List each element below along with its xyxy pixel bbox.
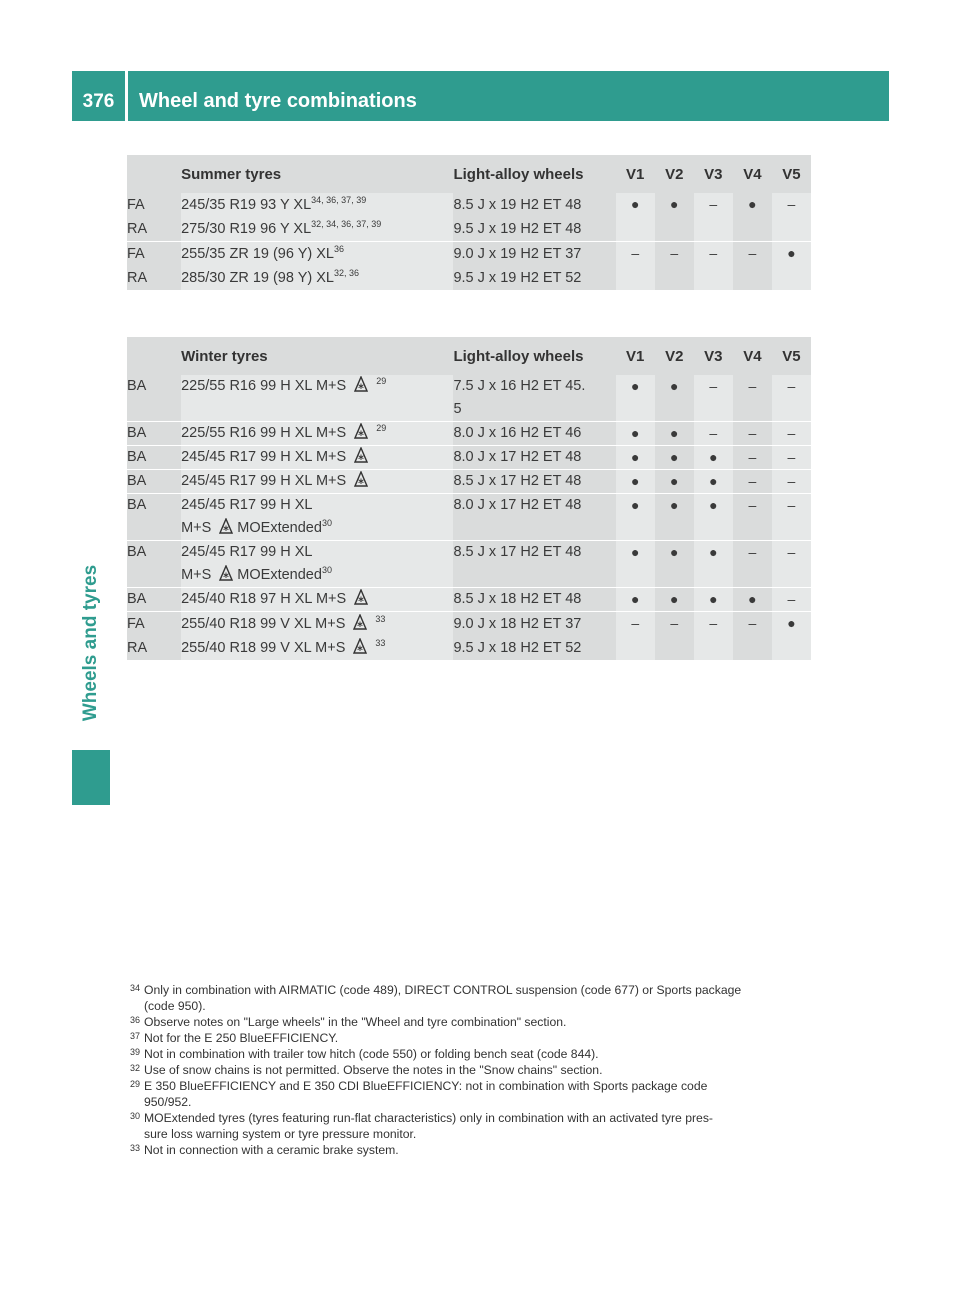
axle-position: FA [127, 197, 145, 213]
wheel-size-cell [453, 193, 615, 242]
variant-availability-v5: – [772, 375, 811, 422]
tyre-size-line [181, 193, 453, 217]
variant-availability-v5: – [772, 541, 811, 588]
tyre-size-line [181, 494, 453, 517]
axle-position: RA [127, 640, 148, 656]
variant-availability-v5: ● [772, 242, 811, 291]
wheel-size-cell [453, 494, 615, 541]
variant-availability-v2: ● [655, 375, 694, 422]
footnotes [130, 982, 820, 1158]
table-row [127, 375, 811, 422]
axle-position: BA [127, 497, 147, 513]
table-row [127, 446, 811, 470]
tyre-size-cell [181, 375, 453, 422]
footnote-ref: 33 [375, 638, 386, 648]
variant-availability-v3: – [694, 193, 733, 242]
footnote-text: MOExtended tyres (tyres featuring run-flat characteristics) only in combination with an activated tyre pres- [144, 1111, 713, 1125]
wheel-size: 7.5 J x 16 H2 ET 45. [453, 378, 586, 394]
variant-column-header-v4: V4 [733, 155, 772, 193]
wheel-size: 5 [453, 401, 462, 417]
variant-availability-v4: – [733, 375, 772, 422]
variant-availability-v5: – [772, 470, 811, 494]
variant-column-header-v5: V5 [772, 337, 811, 375]
axle-position: BA [127, 378, 147, 394]
variant-availability-v3: ● [694, 470, 733, 494]
wheel-size: 8.0 J x 17 H2 ET 48 [453, 497, 582, 513]
table-row [127, 494, 811, 541]
variant-availability-v5: – [772, 588, 811, 612]
tyre-size-line [181, 470, 453, 493]
tyre-size-cell [181, 446, 453, 470]
variant-availability-v3: – [694, 612, 733, 661]
snowflake-mountain-icon [354, 447, 368, 463]
footnote-ref: 29 [376, 423, 387, 433]
wheels-column-header: Light-alloy wheels [453, 337, 615, 375]
tyre-size-line [181, 217, 453, 241]
side-tab-label: Wheels and tyres [80, 564, 101, 721]
tyre-size-line [181, 446, 453, 469]
variant-availability-v1: ● [616, 494, 655, 541]
axle-position-cell [127, 588, 181, 612]
tyre-size-cell [181, 588, 453, 612]
footnote-text: Observe notes on "Large wheels" in the "Wheel and tyre combination" section. [144, 1015, 567, 1029]
snowflake-mountain-icon [354, 589, 368, 605]
axle-position-cell [127, 541, 181, 588]
footnote-number: 36 [130, 1015, 141, 1025]
page-title: Wheel and tyre combinations [139, 90, 417, 112]
tyre-size: 225/55 R16 99 H XL M+S [181, 425, 347, 441]
footnote-text: Not for the E 250 BlueEFFICIENCY. [144, 1031, 339, 1045]
axle-position: FA [127, 616, 145, 632]
footnote-number: 34 [130, 983, 141, 993]
variant-availability-v5: – [772, 193, 811, 242]
axle-position: RA [127, 270, 148, 286]
variant-availability-v3: – [694, 242, 733, 291]
wheel-size: 8.5 J x 17 H2 ET 48 [453, 473, 582, 489]
wheel-size-cell [453, 541, 615, 588]
footnote [130, 1110, 820, 1142]
snowflake-mountain-icon [354, 423, 368, 439]
axle-position-cell [127, 446, 181, 470]
tyre-size: 275/30 R19 96 Y XL [181, 221, 312, 237]
variant-availability-v4: ● [733, 588, 772, 612]
table-row [127, 422, 811, 446]
tyre-size: 245/45 R17 99 H XL M+S [181, 449, 347, 465]
wheel-size: 8.5 J x 19 H2 ET 48 [453, 197, 582, 213]
axle-position-cell [127, 422, 181, 446]
variant-availability-v3: ● [694, 446, 733, 470]
axle-position: BA [127, 591, 147, 607]
footnote [130, 1142, 820, 1158]
tyre-size: 285/30 ZR 19 (98 Y) XL [181, 270, 334, 286]
tyre-designation: MOExtended [237, 567, 322, 583]
side-tab-marker [72, 750, 110, 805]
axle-position: BA [127, 425, 147, 441]
variant-availability-v1: ● [616, 193, 655, 242]
footnote-number: 37 [130, 1031, 141, 1041]
tyre-size: 245/35 R19 93 Y XL [181, 197, 312, 213]
variant-availability-v3: – [694, 375, 733, 422]
variant-column-header-v3: V3 [694, 337, 733, 375]
variant-availability-v5: – [772, 446, 811, 470]
table-row [127, 470, 811, 494]
variant-column-header-v2: V2 [655, 155, 694, 193]
footnote-ref: 29 [376, 376, 387, 386]
tyre-size: 225/55 R16 99 H XL M+S [181, 378, 347, 394]
axle-position-cell [127, 193, 181, 242]
variant-column-header-v1: V1 [616, 155, 655, 193]
variant-availability-v4: ● [733, 193, 772, 242]
table-row [127, 612, 811, 661]
variant-availability-v5: – [772, 494, 811, 541]
tyre-size: 255/40 R18 99 V XL M+S [181, 640, 346, 656]
tyre-size-cell [181, 242, 453, 291]
table-row [127, 242, 811, 291]
variant-availability-v1: ● [616, 375, 655, 422]
variant-availability-v3: ● [694, 541, 733, 588]
footnote-text: (code 950). [144, 999, 206, 1013]
snowflake-mountain-icon [353, 614, 367, 630]
tyre-size-cell [181, 470, 453, 494]
tyre-size-cell [181, 541, 453, 588]
axle-position: FA [127, 246, 145, 262]
footnote-ref: 32, 34, 36, 37, 39 [311, 219, 382, 229]
tyre-size: 245/40 R18 97 H XL M+S [181, 591, 347, 607]
footnote-text: 950/952. [144, 1095, 192, 1109]
axle-position: BA [127, 449, 147, 465]
winter-tyres-table [127, 337, 811, 661]
wheel-size-cell [453, 612, 615, 661]
variant-availability-v1: ● [616, 588, 655, 612]
variant-availability-v4: – [733, 494, 772, 541]
wheel-size-cell [453, 446, 615, 470]
tyre-designation: MOExtended [237, 520, 322, 536]
tyre-size-cell [181, 494, 453, 541]
summer-tyres-table [127, 155, 811, 291]
axle-position: RA [127, 221, 148, 237]
side-tab [72, 535, 110, 750]
footnote [130, 1014, 820, 1030]
page-header [72, 71, 889, 121]
variant-availability-v2: ● [655, 470, 694, 494]
footnote-text: sure loss warning system or tyre pressure monitor. [144, 1127, 417, 1141]
footnote [130, 1030, 820, 1046]
footnote-text: Not in combination with trailer tow hitch (code 550) or folding bench seat (code 844). [144, 1047, 599, 1061]
footnote-ref: 32, 36 [333, 268, 359, 278]
tyres-column-header: Summer tyres [181, 155, 453, 193]
wheel-size-cell [453, 470, 615, 494]
tyre-size-line [181, 242, 453, 266]
tyre-size: 245/45 R17 99 H XL [181, 497, 313, 513]
wheel-size: 8.5 J x 17 H2 ET 48 [453, 544, 582, 560]
wheels-column-header: Light-alloy wheels [453, 155, 615, 193]
footnote [130, 982, 820, 1014]
variant-availability-v2: ● [655, 588, 694, 612]
snowflake-mountain-icon [219, 565, 233, 581]
tyre-size-line [181, 375, 453, 398]
footnote-number: 30 [130, 1111, 141, 1121]
tyre-size-line [181, 588, 453, 611]
footnote-number: 29 [130, 1079, 141, 1089]
tyre-size: 255/35 ZR 19 (96 Y) XL [181, 246, 334, 262]
wheel-size: 9.0 J x 19 H2 ET 37 [453, 246, 582, 262]
footnote-ref: 30 [321, 565, 332, 575]
variant-availability-v2: ● [655, 193, 694, 242]
variant-availability-v2: – [655, 612, 694, 661]
tyre-size-line [181, 564, 453, 587]
variant-column-header-v5: V5 [772, 155, 811, 193]
footnote-text: Not in connection with a ceramic brake system. [144, 1143, 399, 1157]
tyre-size: M+S [181, 520, 212, 536]
variant-column-header-v2: V2 [655, 337, 694, 375]
wheel-size: 9.0 J x 18 H2 ET 37 [453, 616, 582, 632]
tyre-size-line [181, 266, 453, 290]
wheel-size-cell [453, 422, 615, 446]
footnote-text: Only in combination with AIRMATIC (code 489), DIRECT CONTROL suspension (code 677) or Sports package [144, 983, 742, 997]
table-row [127, 588, 811, 612]
snowflake-mountain-icon [353, 638, 367, 654]
table-row [127, 193, 811, 242]
tyre-size: 245/45 R17 99 H XL [181, 544, 313, 560]
variant-availability-v1: ● [616, 470, 655, 494]
tyre-size-cell [181, 612, 453, 661]
wheel-size-cell [453, 588, 615, 612]
footnote-number: 32 [130, 1063, 141, 1073]
tyre-size-line [181, 612, 453, 636]
wheel-size-cell [453, 375, 615, 422]
variant-availability-v1: – [616, 612, 655, 661]
variant-availability-v4: – [733, 446, 772, 470]
tyre-size-line [181, 541, 453, 564]
variant-availability-v1: ● [616, 541, 655, 588]
footnote-number: 33 [130, 1143, 141, 1153]
variant-column-header-v4: V4 [733, 337, 772, 375]
variant-availability-v1: – [616, 242, 655, 291]
wheel-size: 8.5 J x 18 H2 ET 48 [453, 591, 582, 607]
footnote-number: 39 [130, 1047, 141, 1057]
variant-availability-v4: – [733, 541, 772, 588]
axle-position: BA [127, 544, 147, 560]
tyre-size-cell [181, 193, 453, 242]
wheel-size: 9.5 J x 18 H2 ET 52 [453, 640, 582, 656]
variant-availability-v2: ● [655, 446, 694, 470]
footnote-ref: 34, 36, 37, 39 [311, 195, 367, 205]
variant-availability-v2: ● [655, 541, 694, 588]
axle-position-cell [127, 612, 181, 661]
position-column-header [127, 337, 181, 375]
variant-availability-v2: ● [655, 494, 694, 541]
wheel-size: 8.0 J x 16 H2 ET 46 [453, 425, 582, 441]
variant-availability-v5: – [772, 422, 811, 446]
tyre-size: 255/40 R18 99 V XL M+S [181, 616, 346, 632]
footnote [130, 1062, 820, 1078]
tyre-size-line [181, 636, 453, 660]
footnote [130, 1078, 820, 1110]
footnote-ref: 36 [333, 244, 344, 254]
footnote [130, 1046, 820, 1062]
table-header-row [127, 155, 811, 193]
variant-availability-v3: ● [694, 494, 733, 541]
axle-position-cell [127, 375, 181, 422]
table-header-row [127, 337, 811, 375]
footnote-text: E 350 BlueEFFICIENCY and E 350 CDI BlueEFFICIENCY: not in combination with Sports package code [144, 1079, 708, 1093]
variant-availability-v3: – [694, 422, 733, 446]
axle-position: BA [127, 473, 147, 489]
variant-availability-v3: ● [694, 588, 733, 612]
tyre-size: 245/45 R17 99 H XL M+S [181, 473, 347, 489]
snowflake-mountain-icon [354, 376, 368, 392]
table-row [127, 541, 811, 588]
axle-position-cell [127, 242, 181, 291]
variant-column-header-v3: V3 [694, 155, 733, 193]
variant-availability-v4: – [733, 242, 772, 291]
variant-availability-v5: ● [772, 612, 811, 661]
position-column-header [127, 155, 181, 193]
variant-availability-v4: – [733, 470, 772, 494]
axle-position-cell [127, 494, 181, 541]
wheel-size: 8.0 J x 17 H2 ET 48 [453, 449, 582, 465]
wheel-size: 9.5 J x 19 H2 ET 48 [453, 221, 582, 237]
tyre-size-line [181, 517, 453, 540]
variant-availability-v2: – [655, 242, 694, 291]
footnote-text: Use of snow chains is not permitted. Observe the notes in the "Snow chains" section. [144, 1063, 603, 1077]
snowflake-mountain-icon [219, 518, 233, 534]
variant-availability-v1: ● [616, 446, 655, 470]
footnote-ref: 30 [321, 518, 332, 528]
variant-availability-v2: ● [655, 422, 694, 446]
axle-position-cell [127, 470, 181, 494]
snowflake-mountain-icon [354, 471, 368, 487]
header-divider [125, 71, 128, 121]
variant-availability-v1: ● [616, 422, 655, 446]
tyres-column-header: Winter tyres [181, 337, 453, 375]
tyre-size-cell [181, 422, 453, 446]
page-number: 376 [82, 91, 115, 112]
variant-availability-v4: – [733, 612, 772, 661]
tyre-size: M+S [181, 567, 212, 583]
wheel-size: 9.5 J x 19 H2 ET 52 [453, 270, 582, 286]
variant-availability-v4: – [733, 422, 772, 446]
tyre-size-line [181, 422, 453, 445]
wheel-size-cell [453, 242, 615, 291]
variant-column-header-v1: V1 [616, 337, 655, 375]
footnote-ref: 33 [375, 614, 386, 624]
